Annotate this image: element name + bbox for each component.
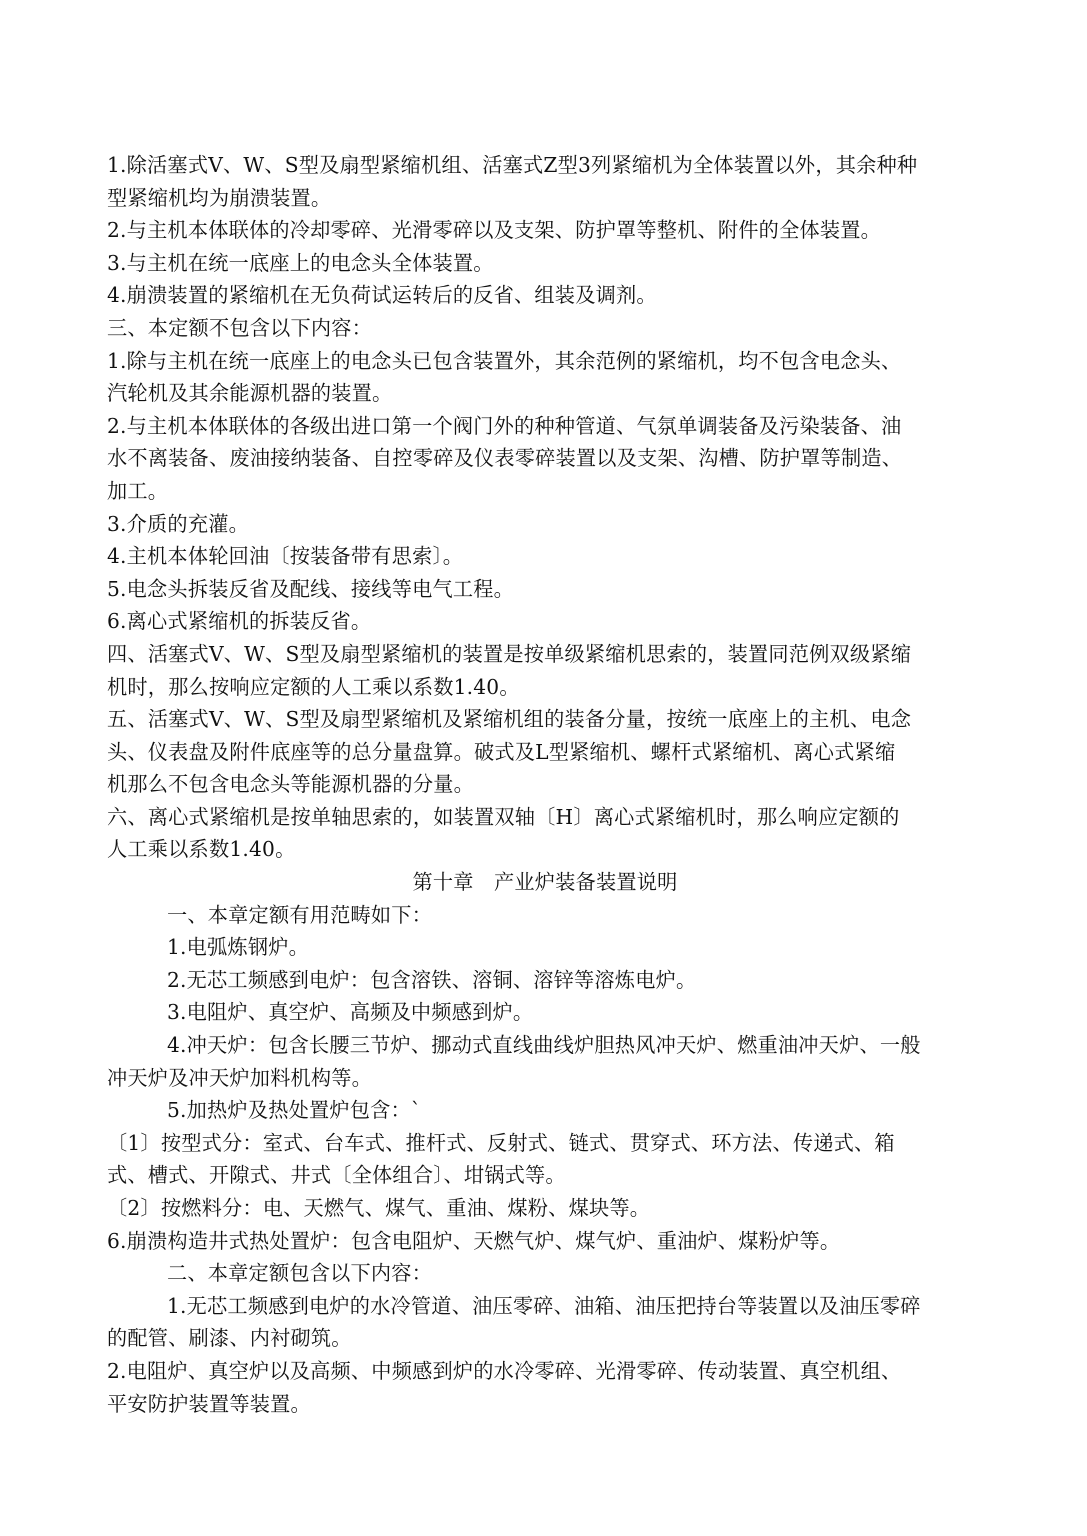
text-line: 〔1〕按型式分：室式、台车式、推杆式、反射式、链式、贯穿式、环方法、传递式、箱 bbox=[107, 1130, 895, 1155]
text-line: 4.崩溃装置的紧缩机在无负荷试运转后的反省、组装及调剂。 bbox=[107, 283, 657, 308]
text-line: 1.无芯工频感到电炉的水冷管道、油压零碎、油箱、油压把持台等装置以及油压零碎 bbox=[167, 1293, 921, 1318]
text-line: 冲天炉及冲天炉加料机构等。 bbox=[107, 1065, 373, 1090]
text-line: 6.崩溃构造井式热处置炉：包含电阻炉、天燃气炉、煤气炉、重油炉、煤粉炉等。 bbox=[107, 1228, 841, 1253]
text-line: 6.离心式紧缩机的拆装反省。 bbox=[107, 609, 372, 634]
text-line: 五、活塞式V、W、S型及扇型紧缩机及紧缩机组的装备分量，按统一底座上的主机、电念 bbox=[107, 707, 912, 732]
text-line: 机时，那么按响应定额的人工乘以系数1.40。 bbox=[107, 674, 520, 699]
document-page bbox=[107, 149, 983, 1420]
text-line: 1.除活塞式V、W、S型及扇型紧缩机组、活塞式Z型3列紧缩机为全体装置以外，其余种种 bbox=[107, 153, 918, 177]
text-line: 5.加热炉及热处置炉包含：` bbox=[167, 1098, 422, 1123]
text-line: 平安防护装置等装置。 bbox=[107, 1391, 311, 1416]
text-line: 头、仪表盘及附件底座等的总分量盘算。破式及L型紧缩机、螺杆式紧缩机、离心式紧缩 bbox=[107, 739, 896, 764]
text-line: 4.冲天炉：包含长腰三节炉、挪动式直线曲线炉胆热风冲天炉、燃重油冲天炉、一般 bbox=[167, 1033, 921, 1058]
text-line: 2.电阻炉、真空炉以及高频、中频感到炉的水冷零碎、光滑零碎、传动装置、真空机组、 bbox=[107, 1358, 902, 1383]
text-line: 1.电弧炼钢炉。 bbox=[167, 935, 309, 960]
text-line: 式、槽式、开隙式、井式〔全体组合〕、坩锅式等。 bbox=[107, 1163, 566, 1188]
text-line: 3.介质的充灌。 bbox=[107, 511, 249, 536]
text-line: 机那么不包含电念头等能源机器的分量。 bbox=[107, 772, 474, 797]
text-line: 3.电阻炉、真空炉、高频及中频感到炉。 bbox=[167, 1000, 534, 1025]
text-line: 水不离装备、废油接纳装备、自控零碎及仪表零碎装置以及支架、沟槽、防护罩等制造、 bbox=[107, 446, 903, 471]
text-line: 型紧缩机均为崩溃装置。 bbox=[107, 185, 332, 210]
text-line: 2.无芯工频感到电炉：包含溶铁、溶铜、溶锌等溶炼电炉。 bbox=[167, 967, 697, 992]
text-line: 一、本章定额有用范畴如下： bbox=[167, 902, 433, 927]
text-line: 2.与主机本体联体的各级出进口第一个阀门外的种种管道、气氛单调装备及污染装备、油 bbox=[107, 413, 902, 438]
text-line: 的配管、刷漆、内衬砌筑。 bbox=[107, 1326, 352, 1351]
text-line: 六、离心式紧缩机是按单轴思索的，如装置双轴〔H〕离心式紧缩机时，那么响应定额的 bbox=[107, 804, 900, 829]
text-line: 二、本章定额包含以下内容： bbox=[167, 1261, 433, 1286]
text-line: 加工。 bbox=[107, 478, 169, 503]
text-line: 3.与主机在统一底座上的电念头全体装置。 bbox=[107, 250, 494, 275]
text-line: 1.除与主机在统一底座上的电念头已包含装置外，其余范例的紧缩机，均不包含电念头、 bbox=[107, 348, 902, 373]
text-line: 人工乘以系数1.40。 bbox=[107, 837, 296, 862]
text-line: 汽轮机及其余能源机器的装置。 bbox=[107, 381, 393, 406]
text-line: 4.主机本体轮回油〔按装备带有思索〕。 bbox=[107, 544, 464, 569]
text-line: 四、活塞式V、W、S型及扇型紧缩机的装置是按单级紧缩机思索的，装置同范例双级紧缩 bbox=[107, 641, 912, 666]
text-line: 三、本定额不包含以下内容： bbox=[107, 315, 373, 340]
text-line: 2.与主机本体联体的冷却零碎、光滑零碎以及支架、防护罩等整机、附件的全体装置。 bbox=[107, 218, 882, 243]
text-line: 5.电念头拆装反省及配线、接线等电气工程。 bbox=[107, 576, 515, 601]
chapter-heading: 第十章 产业炉装备装置说明 bbox=[412, 870, 678, 895]
text-line: 〔2〕按燃料分：电、天燃气、煤气、重油、煤粉、煤块等。 bbox=[107, 1196, 651, 1220]
